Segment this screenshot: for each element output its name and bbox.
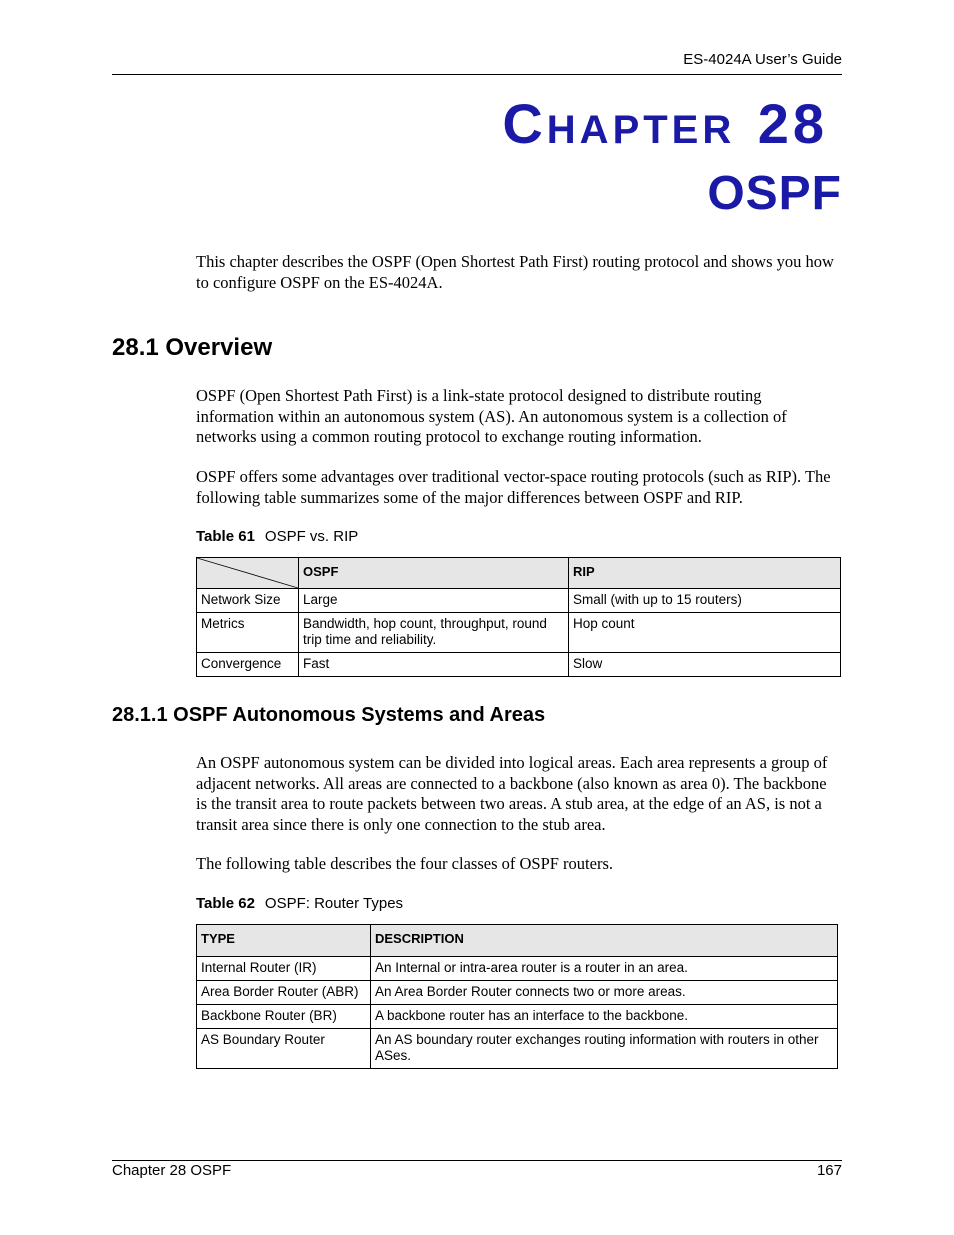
corner-cell <box>197 558 299 589</box>
overview-paragraph-2: OSPF offers some advantages over traditional vector-space routing protocols (such as RIP). The following table summarizes some of the major differences between OSPF and RIP. <box>196 467 831 507</box>
subsection-heading-areas: 28.1.1 OSPF Autonomous Systems and Areas <box>112 704 546 726</box>
footer-chapter: Chapter 28 OSPF <box>112 1162 232 1179</box>
row-label: Convergence <box>197 653 299 677</box>
column-header-type: TYPE <box>197 925 371 957</box>
cell-description: A backbone router has an interface to the backbone. <box>371 1005 838 1029</box>
diagonal-line-icon <box>197 558 298 588</box>
table-row <box>197 981 838 1005</box>
areas-paragraph-2: The following table describes the four classes of OSPF routers. <box>196 854 613 873</box>
table-row <box>197 589 841 613</box>
cell-ospf: Bandwidth, hop count, throughput, round trip time and reliability. <box>299 613 569 653</box>
table-62-caption-number: Table 62 <box>196 895 255 912</box>
cell-description: An Area Border Router connects two or more areas. <box>371 981 838 1005</box>
page-number: 167 <box>816 1162 842 1179</box>
column-header-description: DESCRIPTION <box>371 925 838 957</box>
table-61-caption <box>196 528 358 545</box>
table-62-caption-title: OSPF: Router Types <box>264 895 404 912</box>
chapter-label <box>502 92 828 155</box>
chapter-name: OSPF <box>707 167 842 220</box>
table-61-caption-title: OSPF vs. RIP <box>264 528 359 545</box>
cell-description: An Internal or intra-area router is a router in an area. <box>371 957 838 981</box>
cell-type: Area Border Router (ABR) <box>197 981 371 1005</box>
table-router-types <box>196 924 838 1069</box>
cell-type: Internal Router (IR) <box>197 957 371 981</box>
footer-rule <box>112 1160 842 1161</box>
table-row <box>197 1029 838 1069</box>
cell-rip: Small (with up to 15 routers) <box>569 589 841 613</box>
cell-description: An AS boundary router exchanges routing information with routers in other ASes. <box>371 1029 838 1069</box>
chapter-label-initial: C <box>502 92 547 155</box>
table-ospf-vs-rip <box>196 557 841 677</box>
row-label: Metrics <box>197 613 299 653</box>
table-62-caption <box>196 895 403 912</box>
cell-type: AS Boundary Router <box>197 1029 371 1069</box>
cell-rip: Hop count <box>569 613 841 653</box>
cell-type: Backbone Router (BR) <box>197 1005 371 1029</box>
table-row <box>197 653 841 677</box>
table-row <box>197 613 841 653</box>
table-row <box>197 957 838 981</box>
running-header: ES-4024A User’s Guide <box>683 51 842 68</box>
column-header-rip: RIP <box>569 558 841 589</box>
header-rule <box>112 74 842 75</box>
table-header-row <box>197 558 841 589</box>
cell-rip: Slow <box>569 653 841 677</box>
table-61-caption-number: Table 61 <box>196 528 255 545</box>
chapter-label-rest: HAPTER <box>546 108 736 152</box>
row-label: Network Size <box>197 589 299 613</box>
table-row <box>197 1005 838 1029</box>
column-header-ospf: OSPF <box>299 558 569 589</box>
cell-ospf: Large <box>299 589 569 613</box>
section-heading-overview: 28.1 Overview <box>112 334 273 361</box>
cell-ospf: Fast <box>299 653 569 677</box>
table-header-row <box>197 925 838 957</box>
overview-paragraph-1: OSPF (Open Shortest Path First) is a link-state protocol designed to distribute routing information within an autonomous system (AS). An autonomous system is a collection of networks using a common routing protocol to exchange routing information. <box>196 386 787 446</box>
intro-paragraph: This chapter describes the OSPF (Open Shortest Path First) routing protocol and shows you how to configure OSPF on the ES-4024A. <box>196 252 834 292</box>
areas-paragraph-1: An OSPF autonomous system can be divided into logical areas. Each area represents a group of adjacent networks. All areas are connected to a backbone (also known as area 0). The backbone is the transit area to route packets between two areas. A stub area, at the edge of an AS, is not a transit area since there is only one connection to the stub area. <box>196 753 828 834</box>
chapter-number: 28 <box>757 92 828 155</box>
